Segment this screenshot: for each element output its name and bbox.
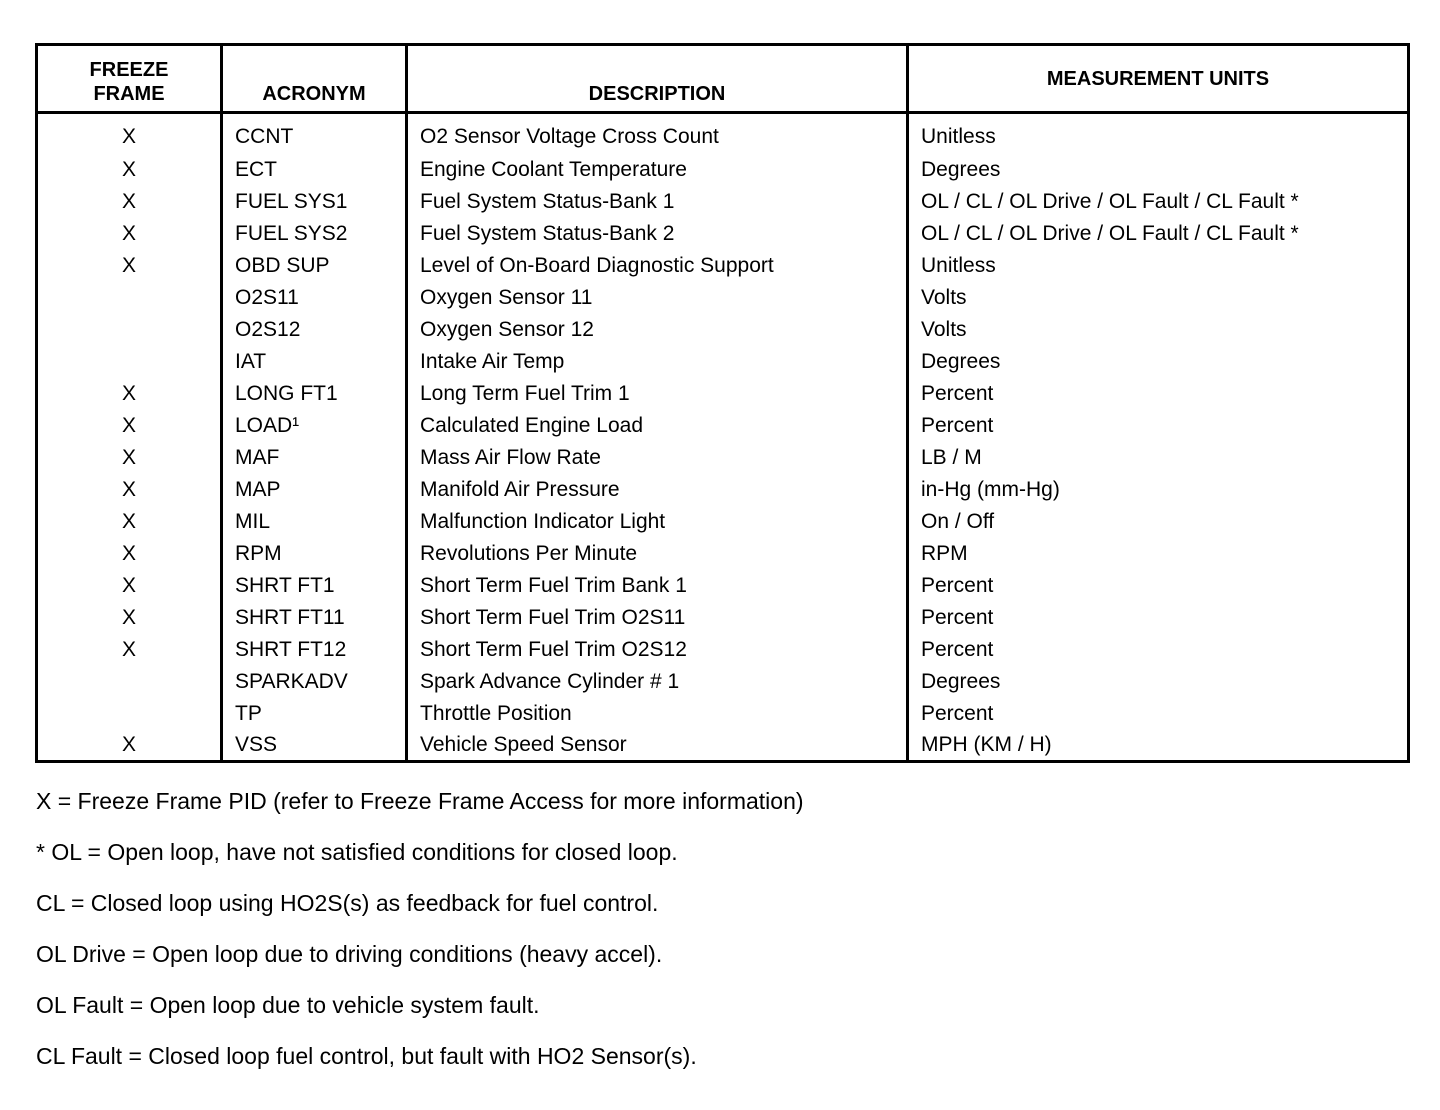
freeze-frame-cell: X <box>37 506 222 538</box>
freeze-frame-cell: X <box>37 410 222 442</box>
acronym-cell: LOAD¹ <box>222 410 407 442</box>
units-cell: Degrees <box>908 666 1409 698</box>
table-row <box>37 634 1409 666</box>
units-cell: Percent <box>908 634 1409 666</box>
units-cell: Percent <box>908 602 1409 634</box>
table-row <box>37 250 1409 282</box>
acronym-cell: FUEL SYS1 <box>222 186 407 218</box>
legend-notes <box>36 788 1136 1094</box>
description-cell: Revolutions Per Minute <box>407 538 908 570</box>
units-cell: Degrees <box>908 154 1409 186</box>
freeze-frame-cell <box>37 314 222 346</box>
freeze-frame-cell: X <box>37 250 222 282</box>
acronym-cell: MAP <box>222 474 407 506</box>
acronym-cell: LONG FT1 <box>222 378 407 410</box>
description-cell: Engine Coolant Temperature <box>407 154 908 186</box>
table-body <box>37 113 1409 762</box>
units-cell: OL / CL / OL Drive / OL Fault / CL Fault * <box>908 218 1409 250</box>
units-cell: Unitless <box>908 250 1409 282</box>
units-cell: Percent <box>908 570 1409 602</box>
units-cell: Volts <box>908 282 1409 314</box>
description-cell: Short Term Fuel Trim O2S12 <box>407 634 908 666</box>
table-row <box>37 186 1409 218</box>
pid-table <box>35 43 1410 763</box>
description-cell: Fuel System Status-Bank 2 <box>407 218 908 250</box>
acronym-cell: O2S11 <box>222 282 407 314</box>
acronym-cell: SPARKADV <box>222 666 407 698</box>
acronym-cell: IAT <box>222 346 407 378</box>
acronym-cell: TP <box>222 698 407 730</box>
header-acronym: ACRONYM <box>222 45 407 113</box>
description-cell: O2 Sensor Voltage Cross Count <box>407 113 908 155</box>
acronym-cell: MIL <box>222 506 407 538</box>
description-cell: Intake Air Temp <box>407 346 908 378</box>
acronym-cell: RPM <box>222 538 407 570</box>
table-row <box>37 666 1409 698</box>
note-line: CL = Closed loop using HO2S(s) as feedback for fuel control. <box>36 890 659 916</box>
units-cell: OL / CL / OL Drive / OL Fault / CL Fault * <box>908 186 1409 218</box>
table-row <box>37 314 1409 346</box>
units-cell: Unitless <box>908 113 1409 155</box>
description-cell: Malfunction Indicator Light <box>407 506 908 538</box>
description-cell: Level of On-Board Diagnostic Support <box>407 250 908 282</box>
acronym-cell: FUEL SYS2 <box>222 218 407 250</box>
table-row <box>37 602 1409 634</box>
freeze-frame-cell: X <box>37 113 222 155</box>
note-line: X = Freeze Frame PID (refer to Freeze Frame Access for more information) <box>36 788 804 814</box>
freeze-frame-cell: X <box>37 442 222 474</box>
description-cell: Oxygen Sensor 11 <box>407 282 908 314</box>
units-cell: Degrees <box>908 346 1409 378</box>
description-cell: Mass Air Flow Rate <box>407 442 908 474</box>
units-cell: MPH (KM / H) <box>908 730 1409 762</box>
acronym-cell: MAF <box>222 442 407 474</box>
units-cell: in-Hg (mm-Hg) <box>908 474 1409 506</box>
table-row <box>37 474 1409 506</box>
table-row <box>37 154 1409 186</box>
description-cell: Fuel System Status-Bank 1 <box>407 186 908 218</box>
acronym-cell: SHRT FT1 <box>222 570 407 602</box>
acronym-cell: ECT <box>222 154 407 186</box>
description-cell: Short Term Fuel Trim O2S11 <box>407 602 908 634</box>
freeze-frame-cell: X <box>37 538 222 570</box>
description-cell: Throttle Position <box>407 698 908 730</box>
freeze-frame-cell: X <box>37 730 222 762</box>
acronym-cell: VSS <box>222 730 407 762</box>
units-cell: Percent <box>908 410 1409 442</box>
description-cell: Manifold Air Pressure <box>407 474 908 506</box>
description-cell: Calculated Engine Load <box>407 410 908 442</box>
units-cell: Percent <box>908 378 1409 410</box>
header-description: DESCRIPTION <box>407 45 908 113</box>
freeze-frame-cell <box>37 698 222 730</box>
description-cell: Oxygen Sensor 12 <box>407 314 908 346</box>
table-row <box>37 506 1409 538</box>
note-line: * OL = Open loop, have not satisfied conditions for closed loop. <box>36 839 678 865</box>
table-row <box>37 698 1409 730</box>
acronym-cell: CCNT <box>222 113 407 155</box>
description-cell: Short Term Fuel Trim Bank 1 <box>407 570 908 602</box>
acronym-cell: SHRT FT12 <box>222 634 407 666</box>
table-row <box>37 378 1409 410</box>
table-row <box>37 113 1409 155</box>
freeze-frame-cell: X <box>37 474 222 506</box>
freeze-frame-cell <box>37 666 222 698</box>
acronym-cell: OBD SUP <box>222 250 407 282</box>
table-row <box>37 410 1409 442</box>
acronym-cell: SHRT FT11 <box>222 602 407 634</box>
header-row <box>37 45 1409 113</box>
header-measurement-units: MEASUREMENT UNITS <box>908 45 1409 113</box>
acronym-cell: O2S12 <box>222 314 407 346</box>
freeze-frame-cell: X <box>37 570 222 602</box>
units-cell: Percent <box>908 698 1409 730</box>
freeze-frame-cell: X <box>37 634 222 666</box>
table-row <box>37 730 1409 762</box>
table-row <box>37 570 1409 602</box>
description-cell: Long Term Fuel Trim 1 <box>407 378 908 410</box>
freeze-frame-cell: X <box>37 602 222 634</box>
description-cell: Spark Advance Cylinder # 1 <box>407 666 908 698</box>
freeze-frame-cell <box>37 282 222 314</box>
units-cell: RPM <box>908 538 1409 570</box>
freeze-frame-cell: X <box>37 154 222 186</box>
table-row <box>37 282 1409 314</box>
note-line: OL Drive = Open loop due to driving conditions (heavy accel). <box>36 941 663 967</box>
table-row <box>37 442 1409 474</box>
table-row <box>37 538 1409 570</box>
freeze-frame-cell: X <box>37 186 222 218</box>
note-line: CL Fault = Closed loop fuel control, but fault with HO2 Sensor(s). <box>36 1043 697 1069</box>
header-freeze-frame: FREEZE FRAME <box>37 45 222 113</box>
table-row <box>37 346 1409 378</box>
units-cell: On / Off <box>908 506 1409 538</box>
description-cell: Vehicle Speed Sensor <box>407 730 908 762</box>
table-row <box>37 218 1409 250</box>
units-cell: LB / M <box>908 442 1409 474</box>
freeze-frame-cell: X <box>37 378 222 410</box>
note-line: OL Fault = Open loop due to vehicle system fault. <box>36 992 540 1018</box>
freeze-frame-cell: X <box>37 218 222 250</box>
units-cell: Volts <box>908 314 1409 346</box>
freeze-frame-cell <box>37 346 222 378</box>
